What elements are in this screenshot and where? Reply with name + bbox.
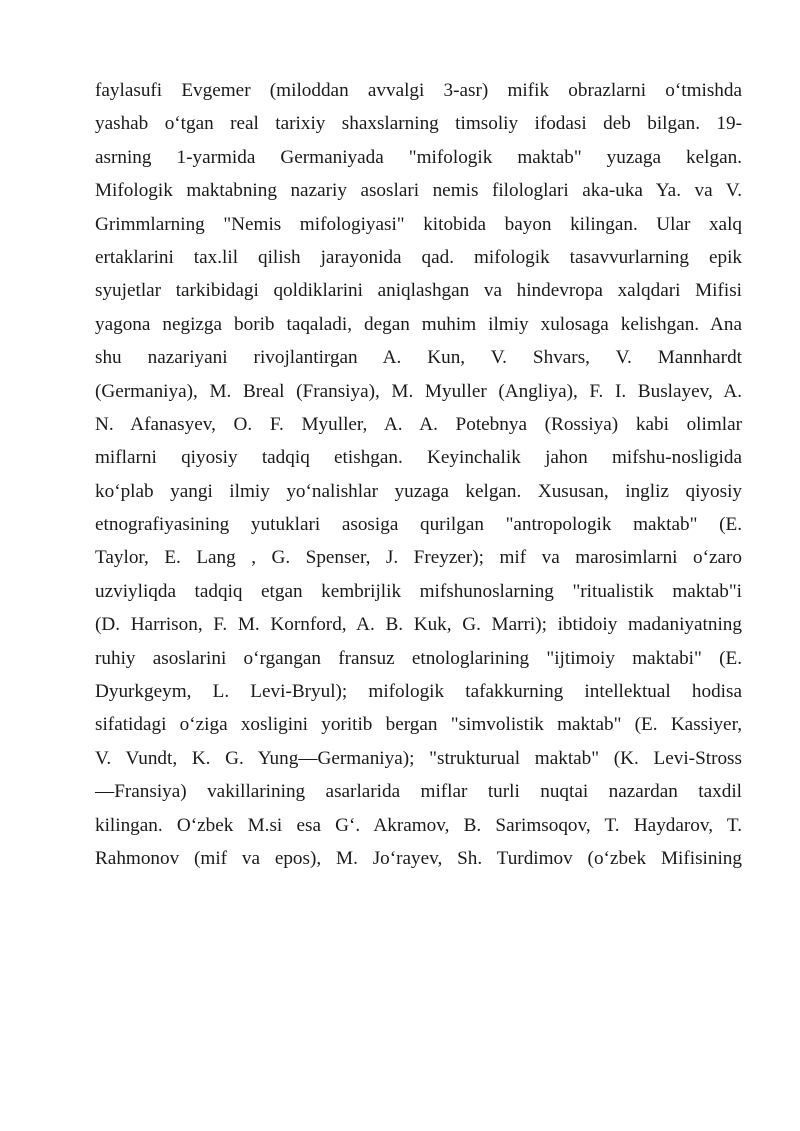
text-line-24: Rahmonov (mif va epos), M. Jo‘rayev, Sh. Turdimov (o‘zbek Mifisining — [95, 847, 742, 869]
text-line-1: faylasufi Evgemer (miloddan avvalgi 3-asr) mifik obrazlarni o‘tmishda — [95, 80, 742, 101]
text-line-4: Mifologik maktabning nazariy asoslari nemis filologlari aka-uka Ya. va V. — [95, 180, 742, 202]
text-line-16: uzviyliqda tadqiq etgan kembrijlik mifshunoslarning "ritualistik maktab"i — [95, 580, 742, 602]
text-line-11: N. Afanasyev, O. F. Myuller, A. A. Potebnya (Rossiya) kabi olimlar — [95, 413, 742, 435]
text-line-22: —Fransiya) vakillarining asarlarida miflar turli nuqtai nazardan taxdil — [95, 781, 742, 803]
text-line-21: V. Vundt, K. G. Yung—Germaniya); "strukturual maktab" (K. Levi-Stross — [95, 747, 742, 769]
text-line-7: syujetlar tarkibidagi qoldiklarini aniqlashgan va hindevropa xalqdari Mifisi — [95, 280, 742, 302]
text-line-20: sifatidagi o‘ziga xosligini yoritib bergan "simvolistik maktab" (E. Kassiyer, — [95, 714, 742, 736]
text-line-17: (D. Harrison, F. M. Kornford, A. B. Kuk, G. Marri); ibtidoiy madaniyatning — [95, 614, 742, 636]
text-line-18: ruhiy asoslarini o‘rgangan fransuz etnologlarining "ijtimoiy maktabi" (E. — [95, 647, 742, 669]
text-line-13: ko‘plab yangi ilmiy yo‘nalishlar yuzaga kelgan. Xususan, ingliz qiyosiy — [95, 480, 742, 502]
text-line-6: ertaklarini tax.lil qilish jarayonida qad. mifologik tasavvurlarning epik — [95, 246, 742, 268]
text-line-14: etnografiyasining yutuklari asosiga qurilgan "antropologik maktab" (E. — [95, 514, 742, 536]
text-line-23: kilingan. O‘zbek M.si esa G‘. Akramov, B. Sarimsoqov, T. Haydarov, T. — [95, 814, 742, 836]
text-line-19: Dyurkgeym, L. Levi-Bryul); mifologik tafakkurning intellektual hodisa — [95, 681, 742, 703]
text-line-3: asrning 1-yarmida Germaniyada "mifologik maktab" yuzaga kelgan. — [95, 146, 742, 168]
text-line-15: Taylor, E. Lang , G. Spenser, J. Freyzer); mif va marosimlarni o‘zaro — [95, 547, 742, 569]
text-line-10: (Germaniya), M. Breal (Fransiya), M. Myuller (Angliya), F. I. Buslayev, A. — [95, 380, 742, 402]
text-line-5: Grimmlarning "Nemis mifologiyasi" kitobida bayon kilingan. Ular xalq — [95, 213, 742, 235]
text-line-9: shu nazariyani rivojlantirgan A. Kun, V. Shvars, V. Mannhardt — [95, 347, 742, 369]
text-line-12: miflarni qiyosiy tadqiq etishgan. Keyinchalik jahon mifshu-nosligida — [95, 447, 742, 469]
document-page — [95, 74, 742, 875]
text-line-8: yagona negizga borib taqaladi, degan muhim ilmiy xulosaga kelishgan. Ana — [95, 313, 742, 335]
text-line-2: yashab o‘tgan real tarixiy shaxslarning timsoliy ifodasi deb bilgan. 19- — [95, 113, 742, 135]
paragraph — [95, 74, 742, 875]
